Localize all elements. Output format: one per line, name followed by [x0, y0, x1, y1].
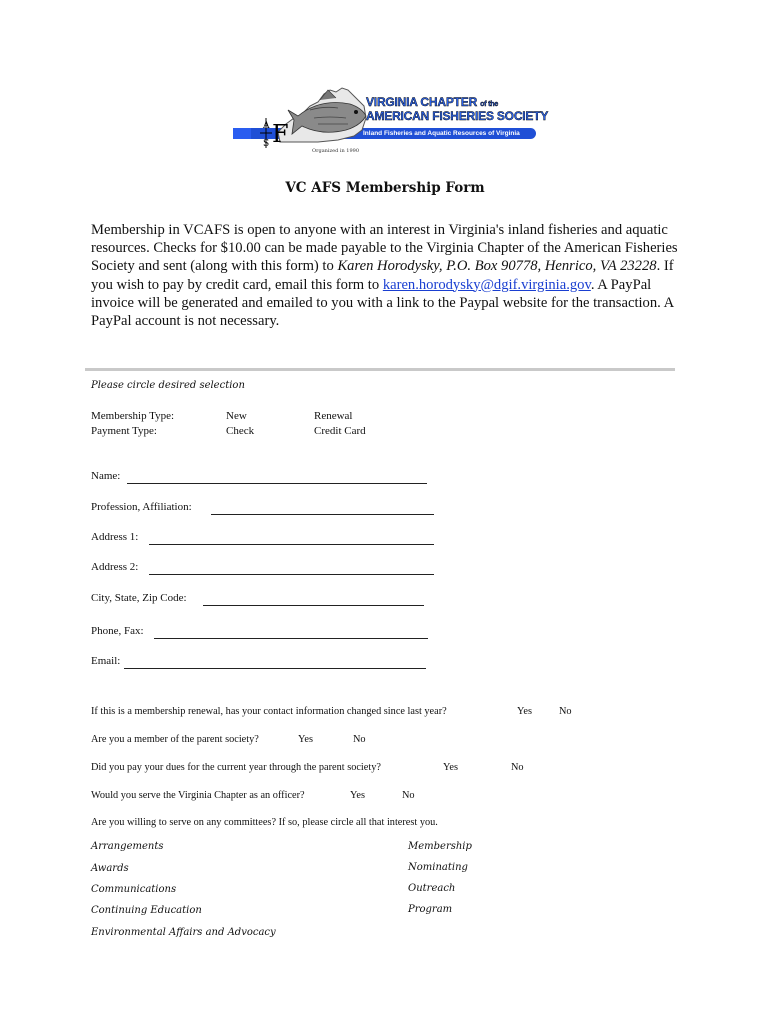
payment-option-credit-card[interactable]: Credit Card — [314, 425, 366, 437]
mailing-address: Karen Horodysky, P.O. Box 90778, Henrico, VA 23228 — [337, 258, 657, 275]
q3-no-option[interactable]: No — [511, 762, 524, 773]
membership-option-renewal[interactable]: Renewal — [314, 410, 353, 422]
virginia-fish-emblem — [258, 84, 370, 152]
q3-yes-option[interactable]: Yes — [443, 762, 458, 773]
committee-membership[interactable]: Membership — [408, 841, 472, 852]
committee-nominating[interactable]: Nominating — [408, 862, 468, 873]
committee-awards[interactable]: Awards — [91, 863, 129, 874]
monogram-f: F — [272, 120, 289, 148]
question-dues-paid: Did you pay your dues for the current year through the parent society? — [91, 762, 381, 773]
phone-fax-label: Phone, Fax: — [91, 625, 144, 637]
address2-input-line[interactable] — [149, 574, 434, 575]
question-serve-as-officer: Would you serve the Virginia Chapter as an officer? — [91, 790, 305, 801]
monogram-s: S — [263, 139, 270, 149]
profession-input-line[interactable] — [211, 514, 434, 515]
intro-text-3: . A PayPal invoice will be generated and emailed to you with a link to the Paypal website for the transaction. A PayPal account is not necessary. — [91, 276, 674, 330]
email-input-line[interactable] — [124, 668, 426, 669]
membership-type-label: Membership Type: — [91, 410, 175, 422]
logo-title-line1: VIRGINIA CHAPTER of the — [366, 95, 499, 109]
membership-option-new[interactable]: New — [226, 410, 247, 422]
question-contact-changed: If this is a membership renewal, has your contact information changed since last year? — [91, 706, 447, 717]
q2-no-option[interactable]: No — [353, 734, 366, 745]
form-title: VC AFS Membership Form — [285, 180, 485, 196]
q1-yes-option[interactable]: Yes — [517, 706, 532, 717]
address2-label: Address 2: — [91, 561, 139, 573]
committee-environmental-affairs[interactable]: Environmental Affairs and Advocacy — [91, 927, 276, 938]
logo-title-line2: AMERICAN FISHERIES SOCIETY — [366, 109, 549, 123]
address1-label: Address 1: — [91, 531, 139, 543]
question-committees: Are you willing to serve on any committees? If so, please circle all that interest you. — [91, 817, 438, 828]
logo-tagline: Inland Fisheries and Aquatic Resources of Virginia — [363, 130, 520, 137]
q4-yes-option[interactable]: Yes — [350, 790, 365, 801]
q2-yes-option[interactable]: Yes — [298, 734, 313, 745]
committee-communications[interactable]: Communications — [91, 884, 177, 895]
name-label: Name: — [91, 470, 121, 482]
logo-banner-cap — [233, 128, 251, 139]
intro-text-2: . If you wish to pay by credit card, email this form to — [91, 258, 674, 293]
profession-label: Profession, Affiliation: — [91, 501, 192, 513]
payment-type-label: Payment Type: — [91, 425, 157, 437]
monogram-a: A — [263, 121, 270, 131]
phone-fax-input-line[interactable] — [154, 638, 428, 639]
email-label: Email: — [91, 655, 121, 667]
committee-program[interactable]: Program — [408, 904, 453, 915]
circle-instruction: Please circle desired selection — [91, 380, 245, 391]
city-state-zip-input-line[interactable] — [203, 605, 424, 606]
committee-arrangements[interactable]: Arrangements — [91, 841, 164, 852]
name-input-line[interactable] — [127, 483, 427, 484]
email-link[interactable]: karen.horodysky@dgif.virginia.gov — [382, 276, 591, 293]
q1-no-option[interactable]: No — [559, 706, 572, 717]
logo-organized-caption: Organized in 1990 — [312, 148, 360, 154]
address1-input-line[interactable] — [149, 544, 434, 545]
q4-no-option[interactable]: No — [402, 790, 415, 801]
city-state-zip-label: City, State, Zip Code: — [91, 592, 187, 604]
question-parent-society-member: Are you a member of the parent society? — [91, 734, 259, 745]
committee-continuing-education[interactable]: Continuing Education — [91, 905, 202, 916]
section-divider — [85, 368, 675, 371]
payment-option-check[interactable]: Check — [226, 425, 255, 437]
committee-outreach[interactable]: Outreach — [408, 883, 456, 894]
intro-text-1: Membership in VCAFS is open to anyone with an interest in Virginia's inland fisheries and aquatic resources. Checks for $10.00 can be made payable to the Virginia Chapter of the American Fisheries Society and sent (along with this form) to — [91, 222, 678, 275]
intro-paragraph — [91, 221, 681, 330]
